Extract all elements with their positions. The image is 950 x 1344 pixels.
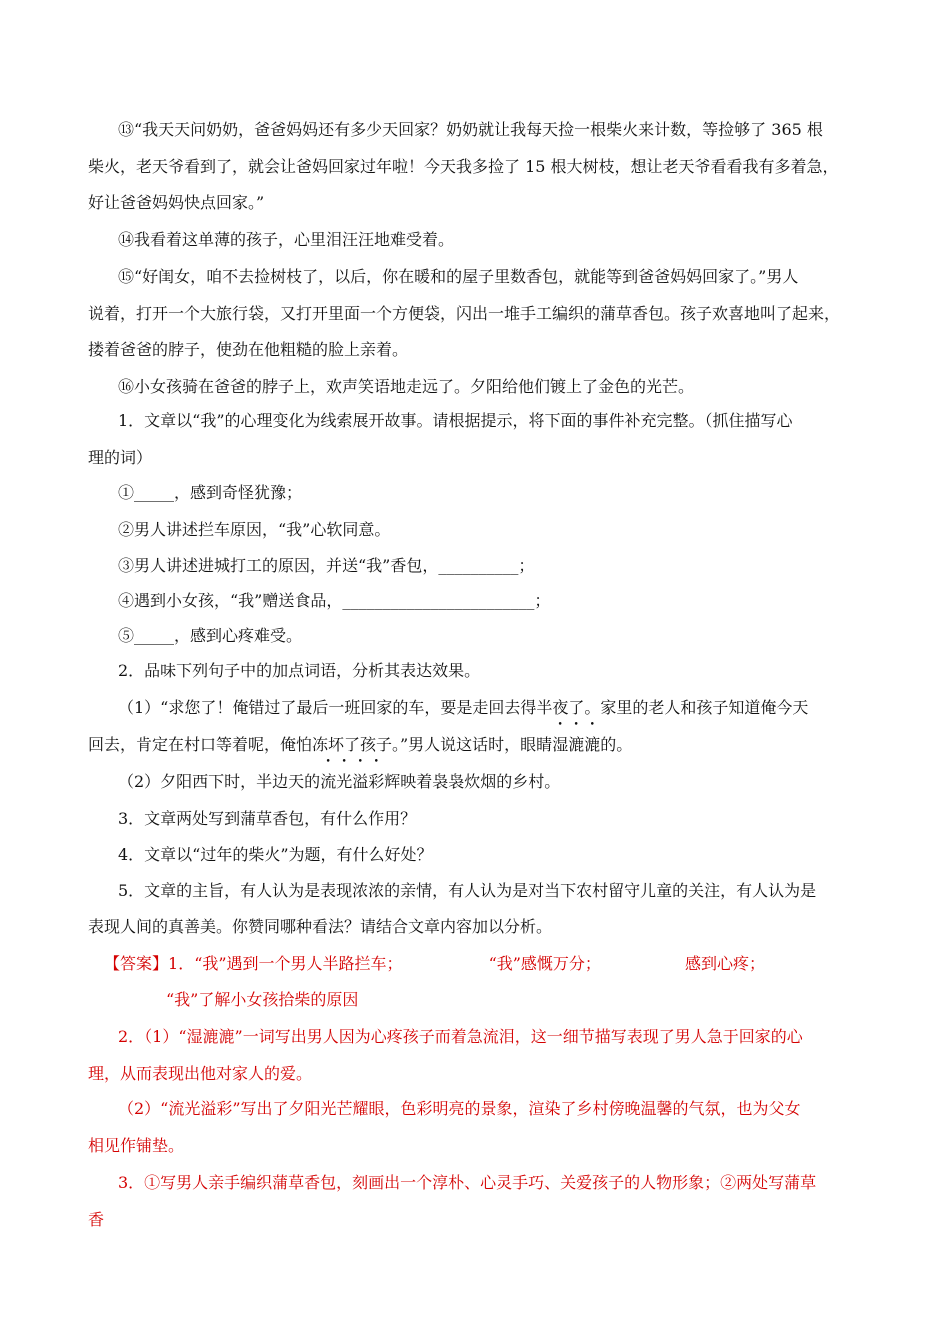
question-1-item-2: ②男人讲述拦车原因，“我”心软同意。 [118,520,391,539]
paragraph-15-line-3: 搂着爸爸的脖子，使劲在他粗糙的脸上亲着。 [88,340,409,359]
paragraph-13-line-2: 柴火，老天爷看到了，就会让爸妈回家过年啦！今天我多捡了 15 根大树枝，想让老天爷看看我有多着急， [88,157,839,176]
paragraph-14: ⑭我看着这单薄的孩子，心里泪汪汪地难受着。 [118,230,455,249]
question-2-sentence-1-line-2 [88,734,850,756]
paragraph-13-line-1: ⑬“我天天问奶奶，爸爸妈妈还有多少天回家？奶奶就让我每天捡一根柴火来计数，等捡够了 365 根 [118,120,823,139]
sentence-1-text: 回去，肯定在村口等着呢，俺怕冻坏了孩子。”男人说这话时，眼睛 [88,735,553,754]
answer-label: 【答案】 [104,954,169,973]
answer-2-part-2-line-1: （2）“流光溢彩”写出了夕阳光芒耀眼，色彩明亮的景象，渲染了乡村傍晚温馨的气氛，也为父女 [118,1099,801,1118]
dotted-char: 彩 [368,772,385,791]
question-1-item-3: ③男人讲述进城打工的原因，并送“我”香包，__________； [118,556,535,575]
sentence-1-tail: 的。 [600,735,633,754]
dotted-char: 漉 [584,735,601,754]
answer-3-line-1: 3．①写男人亲手编织蒲草香包，刻画出一个淳朴、心灵手巧、关爱孩子的人物形象；②两处写蒲草 [118,1173,817,1192]
question-1-item-5: ⑤_____，感到心疼难受。 [118,626,303,645]
answer-1-part-3: 感到心疼； [684,954,765,973]
question-1-line-1: 1．文章以“我”的心理变化为线索展开故事。请根据提示，将下面的事件补充完整。（抓住描写心 [118,411,793,430]
sentence-2-text: （2）夕阳西下时，半边天的 [118,772,321,791]
answer-3-line-2: 香 [88,1210,105,1229]
answer-1-line-1 [104,953,850,975]
paragraph-13-line-3: 好让爸爸妈妈快点回家。” [88,193,265,212]
question-2: 2．品味下列句子中的加点词语，分析其表达效果。 [118,661,481,680]
question-1-line-2: 理的词） [88,448,153,467]
dotted-char: 溢 [352,772,369,791]
question-1-item-4: ④遇到小女孩，“我”赠送食品，________________________； [118,591,551,610]
question-2-sentence-2 [118,771,850,793]
dotted-char: 光 [336,772,353,791]
question-2-sentence-1-line-1: （1）“求您了！俺错过了最后一班回家的车，要是走回去得半夜了。家里的老人和孩子知道俺今天 [118,698,809,717]
answer-2-line-2: 理，从而表现出他对家人的爱。 [88,1064,313,1083]
dotted-char: 流 [320,772,337,791]
answer-2-line-1: 2．（1）“湿漉漉”一词写出男人因为心疼孩子而着急流泪，这一细节描写表现了男人急于回家的心 [118,1027,803,1046]
dotted-char: 湿 [552,735,569,754]
question-5-line-1: 5．文章的主旨，有人认为是表现浓浓的亲情，有人认为是对当下农村留守儿童的关注，有人认为是 [118,881,817,900]
answer-2-part-2-line-2: 相见作铺垫。 [88,1136,185,1155]
question-3: 3．文章两处写到蒲草香包，有什么作用？ [118,809,417,828]
sentence-2-tail: 辉映着袅袅炊烟的乡村。 [384,772,561,791]
question-1-item-1: ①_____，感到奇怪犹豫； [118,483,303,502]
paragraph-15-line-1: ⑮“好闺女，咱不去捡树枝了，以后，你在暖和的屋子里数香包，就能等到爸爸妈妈回家了。”男人 [118,267,799,286]
answer-1-line-2: “我”了解小女孩拾柴的原因 [166,990,359,1009]
dotted-char: 漉 [568,735,585,754]
answer-1-part-1: 1．“我”遇到一个男人半路拦车； [168,954,403,973]
paragraph-15-line-2: 说着，打开一个大旅行袋，又打开里面一个方便袋，闪出一堆手工编织的蒲草香包。孩子欢喜地叫了起来， [88,304,841,323]
paragraph-16: ⑯小女孩骑在爸爸的脖子上，欢声笑语地走远了。夕阳给他们镀上了金色的光芒。 [118,377,695,396]
answer-1-part-2: “我”感慨万分； [488,954,601,973]
question-5-line-2: 表现人间的真善美。你赞同哪种看法？请结合文章内容加以分析。 [88,917,553,936]
question-4: 4．文章以“过年的柴火”为题，有什么好处？ [118,845,433,864]
